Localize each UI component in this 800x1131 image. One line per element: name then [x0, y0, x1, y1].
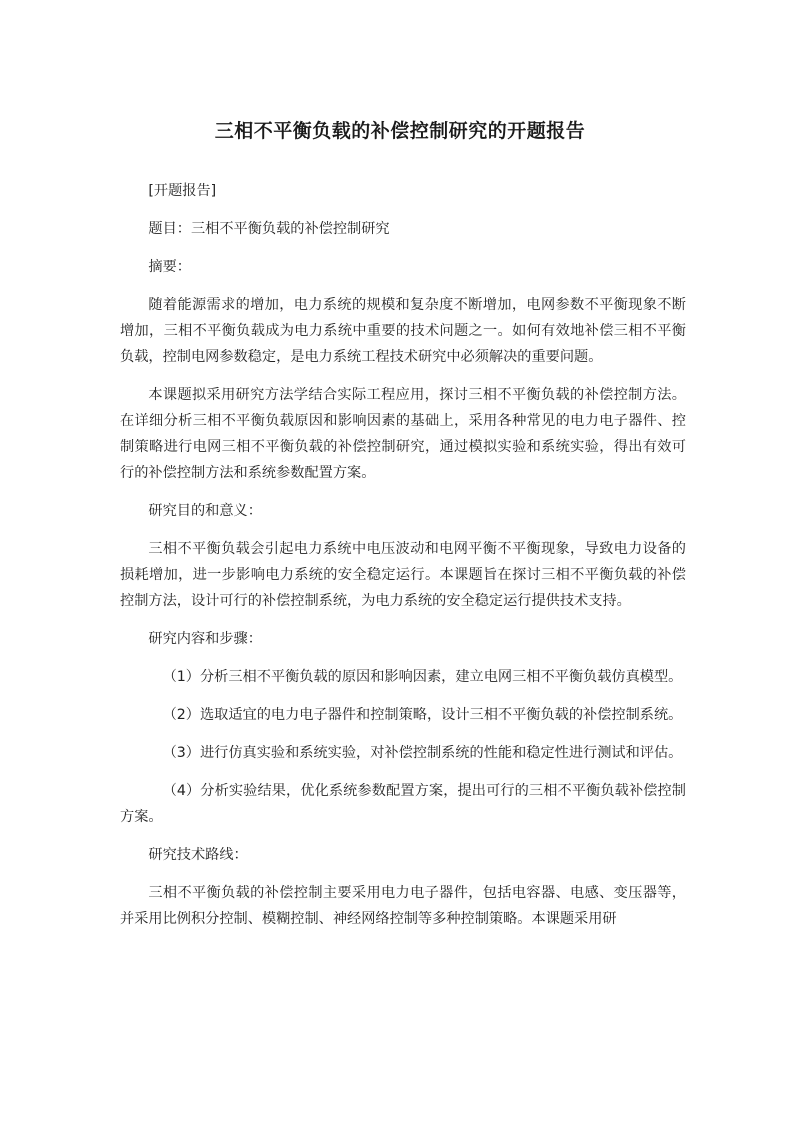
step-item: （3）进行仿真实验和系统实验，对补偿控制系统的性能和稳定性进行测试和评估。	[162, 745, 683, 761]
document-title: 三相不平衡负载的补偿控制研究的开题报告	[214, 120, 586, 142]
abstract-paragraph-1: 随着能源需求的增加，电力系统的规模和复杂度不断增加，电网参数不平衡现象不断增加，三相不平衡负载成为电力系统中重要的技术问题之一。如何有效地补偿三相不平衡负载，控制电网参数稳定，是电力系统工程技术研究中必须解决的重要问题。	[120, 297, 686, 365]
route-paragraph: 三相不平衡负载的补偿控制主要采用电力电子器件，包括电容器、电感、变压器等，并采用比例积分控制、模糊控制、神经网络控制等多种控制策略。本课题采用研	[120, 885, 686, 927]
step-item: （2）选取适宜的电力电子器件和控制策略，设计三相不平衡负载的补偿控制系统。	[162, 707, 683, 723]
purpose-paragraph: 三相不平衡负载会引起电力系统中电压波动和电网平衡不平衡现象，导致电力设备的损耗增加，进一步影响电力系统的安全稳定运行。本课题旨在探讨三相不平衡负载的补偿控制方法，设计可行的补偿控制系统，为电力系统的安全稳定运行提供技术支持。	[120, 541, 686, 609]
document-body	[120, 178, 686, 944]
step-item: （4）分析实验结果，优化系统参数配置方案，提出可行的三相不平衡负载补偿控制方案。	[120, 783, 686, 825]
abstract-heading: 摘要：	[148, 259, 191, 275]
report-label: [开题报告]	[148, 183, 217, 199]
route-heading: 研究技术路线：	[148, 847, 248, 863]
topic-line: 题目：三相不平衡负载的补偿控制研究	[148, 221, 390, 237]
step-item: （1）分析三相不平衡负载的原因和影响因素，建立电网三相不平衡负载仿真模型。	[162, 669, 683, 685]
purpose-heading: 研究目的和意义：	[148, 503, 262, 519]
content-heading: 研究内容和步骤：	[148, 631, 262, 647]
abstract-paragraph-2: 本课题拟采用研究方法学结合实际工程应用，探讨三相不平衡负载的补偿控制方法。在详细分析三相不平衡负载原因和影响因素的基础上，采用各种常见的电力电子器件、控制策略进行电网三相不平衡负载的补偿控制研究，通过模拟实验和系统实验，得出有效可行的补偿控制方法和系统参数配置方案。	[120, 387, 686, 481]
